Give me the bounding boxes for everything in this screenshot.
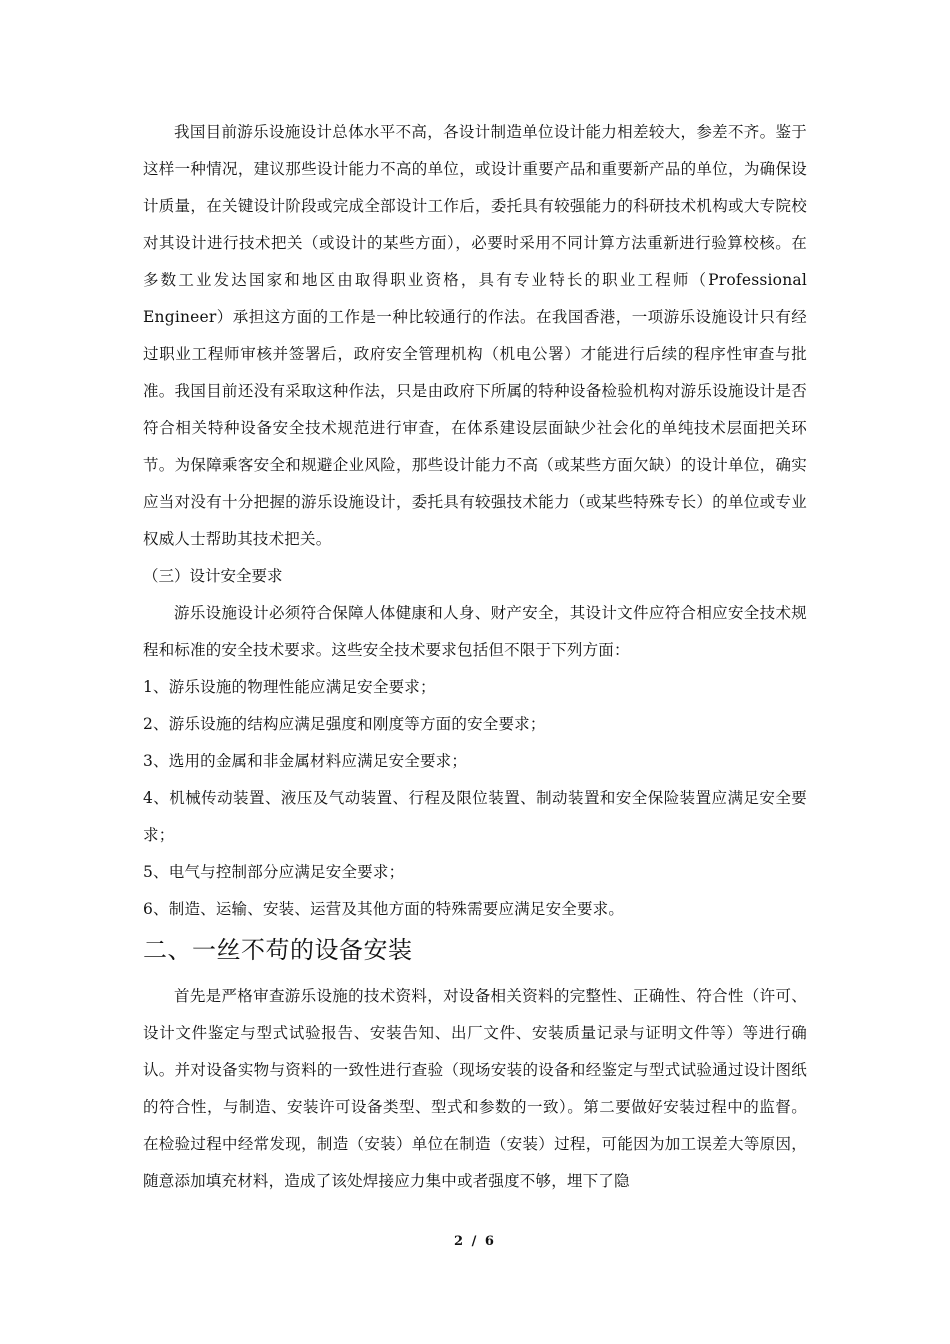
subheading-design-safety: （三）设计安全要求	[143, 567, 283, 585]
page-number: 2 / 6	[454, 1234, 496, 1249]
paragraph-installation: 首先是严格审查游乐设施的技术资料，对设备相关资料的完整性、正确性、符合性（许可、设计文件鉴定与型式试验报告、安装告知、出厂文件、安装质量记录与证明文件等）等进行确认。并对设备实物与资料的一致性进行查验（现场安装的设备和经鉴定与型式试验通过设计图纸的符合性，与制造、安装许可设备类型、型式和参数的一致）。第二要做好安装过程中的监督。在检验过程中经常发现，制造（安装）单位在制造（安装）过程，可能因为加工误差大等原因，随意添加填充材料，造成了该处焊接应力集中或者强度不够，埋下了隐	[143, 987, 807, 1190]
paragraph-design-level: 我国目前游乐设施设计总体水平不高，各设计制造单位设计能力相差较大，参差不齐。鉴于这样一种情况，建议那些设计能力不高的单位，或设计重要产品和重要新产品的单位，为确保设计质量，在关键设计阶段或完成全部设计工作后，委托具有较强能力的科研技术机构或大专院校对其设计进行技术把关（或设计的某些方面），必要时采用不同计算方法重新进行验算校核。在多数工业发达国家和地区由取得职业资格，具有专业特长的职业工程师（Professional Engineer）承担这方面的工作是一种比较通行的作法。在我国香港，一项游乐设施设计只有经过职业工程师审核并签署后，政府安全管理机构（机电公署）才能进行后续的程序性审查与批准。我国目前还没有采取这种作法，只是由政府下所属的特种设备检验机构对游乐设施设计是否符合相关特种设备安全技术规范进行审查，在体系建设层面缺少社会化的单纯技术层面把关环节。为保障乘客安全和规避企业风险，那些设计能力不高（或某些方面欠缺）的设计单位，确实应当对没有十分把握的游乐设施设计，委托具有较强技术能力（或某些特殊专长）的单位或专业权威人士帮助其技术把关。	[143, 123, 807, 548]
document-page	[143, 114, 807, 1200]
requirement-item-1: 1、游乐设施的物理性能应满足安全要求；	[143, 678, 436, 696]
requirement-item-6: 6、制造、运输、安装、运营及其他方面的特殊需要应满足安全要求。	[143, 900, 625, 918]
requirement-item-4: 4、机械传动装置、液压及气动装置、行程及限位装置、制动装置和安全保险装置应满足安全要求；	[143, 789, 807, 844]
requirement-item-5: 5、电气与控制部分应满足安全要求；	[143, 863, 405, 881]
requirement-item-2: 2、游乐设施的结构应满足强度和刚度等方面的安全要求；	[143, 715, 546, 733]
requirement-item-3: 3、选用的金属和非金属材料应满足安全要求；	[143, 752, 468, 770]
paragraph-safety-requirements: 游乐设施设计必须符合保障人体健康和人身、财产安全，其设计文件应符合相应安全技术规程和标准的安全技术要求。这些安全技术要求包括但不限于下列方面：	[143, 604, 807, 659]
section-heading-installation: 二、一丝不苟的设备安装	[143, 936, 413, 964]
